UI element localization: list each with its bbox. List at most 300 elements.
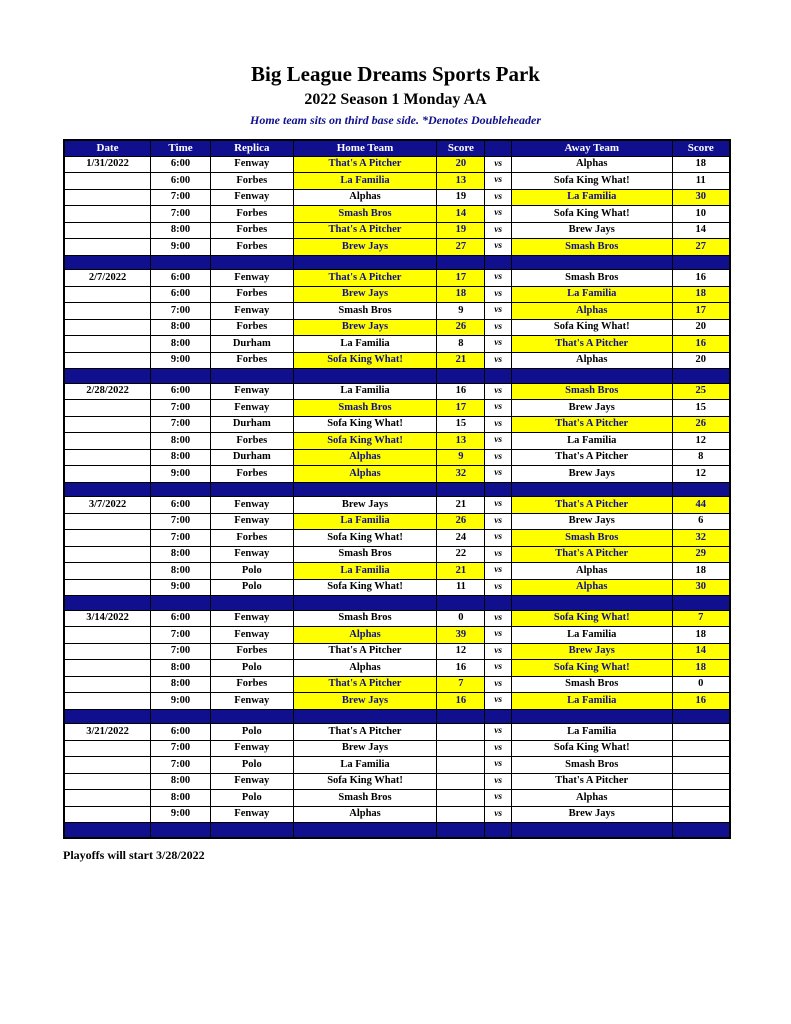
separator-cell <box>293 482 437 497</box>
schedule-body <box>64 156 730 838</box>
away-team-cell: La Familia <box>512 189 673 206</box>
time-cell: 8:00 <box>151 773 211 790</box>
time-cell: 7:00 <box>151 400 211 417</box>
home-score-cell: 21 <box>437 497 485 514</box>
time-cell: 7:00 <box>151 206 211 223</box>
time-cell: 9:00 <box>151 466 211 483</box>
away-score-cell: 44 <box>672 497 730 514</box>
replica-cell: Forbes <box>211 466 294 483</box>
column-header-away-team: Away Team <box>512 140 673 157</box>
home-score-cell: 26 <box>437 513 485 530</box>
date-cell <box>64 757 151 774</box>
vs-cell: vs <box>485 303 512 320</box>
date-cell <box>64 643 151 660</box>
time-cell: 8:00 <box>151 546 211 563</box>
away-team-cell: Alphas <box>512 790 673 807</box>
date-cell: 3/7/2022 <box>64 497 151 514</box>
home-score-cell: 22 <box>437 546 485 563</box>
replica-cell: Polo <box>211 757 294 774</box>
date-cell <box>64 563 151 580</box>
date-cell <box>64 790 151 807</box>
vs-cell: vs <box>485 676 512 693</box>
replica-cell: Fenway <box>211 610 294 627</box>
separator-cell <box>672 596 730 611</box>
home-team-cell: La Familia <box>293 563 437 580</box>
home-team-cell: Brew Jays <box>293 239 437 256</box>
home-team-cell: Brew Jays <box>293 319 437 336</box>
replica-cell: Fenway <box>211 400 294 417</box>
away-team-cell: Alphas <box>512 303 673 320</box>
home-score-cell: 24 <box>437 530 485 547</box>
vs-cell: vs <box>485 173 512 190</box>
home-score-cell: 15 <box>437 416 485 433</box>
away-score-cell: 0 <box>672 676 730 693</box>
home-team-cell: Brew Jays <box>293 286 437 303</box>
home-team-cell: Brew Jays <box>293 740 437 757</box>
vs-cell: vs <box>485 546 512 563</box>
separator-cell <box>437 596 485 611</box>
separator-cell <box>437 709 485 724</box>
replica-cell: Fenway <box>211 627 294 644</box>
home-team-cell: Sofa King What! <box>293 416 437 433</box>
date-cell <box>64 222 151 239</box>
date-cell <box>64 466 151 483</box>
date-cell: 1/31/2022 <box>64 156 151 173</box>
game-row <box>64 286 730 303</box>
time-cell: 6:00 <box>151 383 211 400</box>
separator-cell <box>211 823 294 838</box>
time-cell: 7:00 <box>151 416 211 433</box>
away-score-cell: 27 <box>672 239 730 256</box>
game-row <box>64 497 730 514</box>
time-cell: 7:00 <box>151 303 211 320</box>
time-cell: 9:00 <box>151 579 211 596</box>
away-team-cell: Sofa King What! <box>512 660 673 677</box>
time-cell: 8:00 <box>151 222 211 239</box>
date-cell <box>64 579 151 596</box>
time-cell: 8:00 <box>151 790 211 807</box>
away-team-cell: Alphas <box>512 156 673 173</box>
replica-cell: Fenway <box>211 806 294 823</box>
replica-cell: Forbes <box>211 433 294 450</box>
away-score-cell: 18 <box>672 563 730 580</box>
time-cell: 8:00 <box>151 660 211 677</box>
replica-cell: Fenway <box>211 513 294 530</box>
time-cell: 7:00 <box>151 757 211 774</box>
away-score-cell: 14 <box>672 643 730 660</box>
separator-cell <box>437 482 485 497</box>
game-row <box>64 790 730 807</box>
replica-cell: Forbes <box>211 352 294 369</box>
date-cell <box>64 627 151 644</box>
home-team-cell: La Familia <box>293 757 437 774</box>
replica-cell: Forbes <box>211 319 294 336</box>
time-cell: 7:00 <box>151 627 211 644</box>
home-score-cell <box>437 724 485 741</box>
date-cell <box>64 773 151 790</box>
separator-cell <box>64 255 151 270</box>
away-score-cell: 18 <box>672 286 730 303</box>
separator-cell <box>64 369 151 384</box>
separator-row <box>64 255 730 270</box>
away-team-cell: Sofa King What! <box>512 740 673 757</box>
home-team-cell: Sofa King What! <box>293 773 437 790</box>
away-score-cell <box>672 790 730 807</box>
separator-cell <box>211 482 294 497</box>
game-row <box>64 627 730 644</box>
separator-cell <box>293 596 437 611</box>
vs-cell: vs <box>485 643 512 660</box>
home-score-cell: 11 <box>437 579 485 596</box>
vs-cell: vs <box>485 497 512 514</box>
time-cell: 8:00 <box>151 563 211 580</box>
home-team-cell: That's A Pitcher <box>293 222 437 239</box>
time-cell: 8:00 <box>151 319 211 336</box>
date-cell <box>64 693 151 710</box>
home-team-cell: Smash Bros <box>293 303 437 320</box>
game-row <box>64 433 730 450</box>
away-team-cell: Smash Bros <box>512 530 673 547</box>
separator-cell <box>64 823 151 838</box>
game-row <box>64 156 730 173</box>
home-team-cell: Brew Jays <box>293 497 437 514</box>
separator-cell <box>512 823 673 838</box>
home-team-cell: La Familia <box>293 173 437 190</box>
separator-cell <box>512 369 673 384</box>
date-cell <box>64 303 151 320</box>
separator-cell <box>211 369 294 384</box>
vs-cell: vs <box>485 466 512 483</box>
vs-cell: vs <box>485 319 512 336</box>
replica-cell: Polo <box>211 790 294 807</box>
separator-cell <box>64 596 151 611</box>
time-cell: 9:00 <box>151 239 211 256</box>
date-cell <box>64 239 151 256</box>
game-row <box>64 416 730 433</box>
away-team-cell: Brew Jays <box>512 466 673 483</box>
away-team-cell: Smash Bros <box>512 383 673 400</box>
separator-cell <box>512 596 673 611</box>
home-score-cell <box>437 757 485 774</box>
game-row <box>64 724 730 741</box>
away-score-cell: 29 <box>672 546 730 563</box>
away-team-cell: That's A Pitcher <box>512 449 673 466</box>
home-team-cell: Smash Bros <box>293 546 437 563</box>
column-header-date: Date <box>64 140 151 157</box>
column-header-home-score: Score <box>437 140 485 157</box>
home-score-cell: 19 <box>437 189 485 206</box>
home-score-cell: 32 <box>437 466 485 483</box>
date-cell: 3/14/2022 <box>64 610 151 627</box>
away-score-cell: 25 <box>672 383 730 400</box>
page-title: Big League Dreams Sports Park <box>251 62 540 86</box>
replica-cell: Fenway <box>211 189 294 206</box>
column-header-home-team: Home Team <box>293 140 437 157</box>
home-team-cell: Sofa King What! <box>293 530 437 547</box>
home-score-cell: 13 <box>437 173 485 190</box>
away-score-cell <box>672 806 730 823</box>
away-team-cell: Alphas <box>512 352 673 369</box>
away-score-cell: 16 <box>672 693 730 710</box>
time-cell: 6:00 <box>151 173 211 190</box>
replica-cell: Forbes <box>211 676 294 693</box>
away-team-cell: Alphas <box>512 579 673 596</box>
vs-cell: vs <box>485 740 512 757</box>
date-cell <box>64 336 151 353</box>
away-team-cell: Smash Bros <box>512 757 673 774</box>
away-score-cell: 18 <box>672 156 730 173</box>
separator-cell <box>512 709 673 724</box>
vs-cell: vs <box>485 627 512 644</box>
game-row <box>64 740 730 757</box>
home-team-cell: Sofa King What! <box>293 433 437 450</box>
away-score-cell: 14 <box>672 222 730 239</box>
vs-cell: vs <box>485 189 512 206</box>
away-score-cell <box>672 724 730 741</box>
home-score-cell: 39 <box>437 627 485 644</box>
home-score-cell: 9 <box>437 303 485 320</box>
replica-cell: Durham <box>211 336 294 353</box>
game-row <box>64 449 730 466</box>
vs-cell: vs <box>485 724 512 741</box>
separator-row <box>64 709 730 724</box>
separator-cell <box>485 596 512 611</box>
date-cell <box>64 806 151 823</box>
date-cell <box>64 173 151 190</box>
time-cell: 6:00 <box>151 497 211 514</box>
away-team-cell: Brew Jays <box>512 806 673 823</box>
away-score-cell: 30 <box>672 579 730 596</box>
home-team-cell: Smash Bros <box>293 206 437 223</box>
time-cell: 7:00 <box>151 189 211 206</box>
game-row <box>64 610 730 627</box>
away-score-cell <box>672 757 730 774</box>
home-score-cell <box>437 790 485 807</box>
home-team-cell: Sofa King What! <box>293 579 437 596</box>
separator-cell <box>485 709 512 724</box>
separator-row <box>64 596 730 611</box>
time-cell: 7:00 <box>151 740 211 757</box>
home-score-cell: 13 <box>437 433 485 450</box>
vs-cell: vs <box>485 336 512 353</box>
replica-cell: Forbes <box>211 286 294 303</box>
time-cell: 9:00 <box>151 693 211 710</box>
separator-cell <box>211 255 294 270</box>
time-cell: 6:00 <box>151 724 211 741</box>
game-row <box>64 546 730 563</box>
away-score-cell: 18 <box>672 627 730 644</box>
date-cell <box>64 319 151 336</box>
game-row <box>64 530 730 547</box>
home-team-cell: La Familia <box>293 336 437 353</box>
separator-cell <box>151 709 211 724</box>
game-row <box>64 513 730 530</box>
home-team-note: Home team sits on third base side. *Denotes Doubleheader <box>250 113 541 128</box>
home-team-cell: La Familia <box>293 383 437 400</box>
home-score-cell <box>437 740 485 757</box>
separator-cell <box>485 823 512 838</box>
date-cell: 3/21/2022 <box>64 724 151 741</box>
vs-cell: vs <box>485 579 512 596</box>
schedule-table <box>63 139 731 839</box>
vs-cell: vs <box>485 610 512 627</box>
home-score-cell <box>437 773 485 790</box>
vs-cell: vs <box>485 206 512 223</box>
separator-cell <box>64 709 151 724</box>
separator-cell <box>293 823 437 838</box>
away-team-cell: Smash Bros <box>512 270 673 287</box>
vs-cell: vs <box>485 286 512 303</box>
replica-cell: Forbes <box>211 530 294 547</box>
home-score-cell: 17 <box>437 270 485 287</box>
separator-cell <box>437 255 485 270</box>
replica-cell: Fenway <box>211 740 294 757</box>
home-team-cell: Sofa King What! <box>293 352 437 369</box>
home-score-cell <box>437 806 485 823</box>
away-score-cell <box>672 740 730 757</box>
away-team-cell: La Familia <box>512 724 673 741</box>
home-score-cell: 12 <box>437 643 485 660</box>
home-team-cell: Brew Jays <box>293 693 437 710</box>
away-score-cell: 15 <box>672 400 730 417</box>
game-row <box>64 270 730 287</box>
away-score-cell: 20 <box>672 352 730 369</box>
vs-cell: vs <box>485 530 512 547</box>
replica-cell: Fenway <box>211 773 294 790</box>
away-score-cell <box>672 773 730 790</box>
vs-cell: vs <box>485 693 512 710</box>
vs-cell: vs <box>485 383 512 400</box>
separator-cell <box>293 255 437 270</box>
home-score-cell: 0 <box>437 610 485 627</box>
separator-cell <box>485 255 512 270</box>
home-team-cell: That's A Pitcher <box>293 270 437 287</box>
replica-cell: Polo <box>211 563 294 580</box>
vs-cell: vs <box>485 352 512 369</box>
away-score-cell: 17 <box>672 303 730 320</box>
away-team-cell: That's A Pitcher <box>512 546 673 563</box>
home-team-cell: Smash Bros <box>293 790 437 807</box>
time-cell: 6:00 <box>151 270 211 287</box>
game-row <box>64 383 730 400</box>
replica-cell: Fenway <box>211 546 294 563</box>
separator-row <box>64 482 730 497</box>
home-team-cell: Alphas <box>293 189 437 206</box>
away-team-cell: That's A Pitcher <box>512 416 673 433</box>
column-header-time: Time <box>151 140 211 157</box>
time-cell: 6:00 <box>151 286 211 303</box>
home-team-cell: Alphas <box>293 806 437 823</box>
vs-cell: vs <box>485 416 512 433</box>
date-cell <box>64 416 151 433</box>
away-score-cell: 8 <box>672 449 730 466</box>
separator-cell <box>485 482 512 497</box>
game-row <box>64 676 730 693</box>
away-team-cell: That's A Pitcher <box>512 336 673 353</box>
home-score-cell: 7 <box>437 676 485 693</box>
replica-cell: Fenway <box>211 693 294 710</box>
time-cell: 8:00 <box>151 433 211 450</box>
home-score-cell: 26 <box>437 319 485 336</box>
away-score-cell: 10 <box>672 206 730 223</box>
away-score-cell: 18 <box>672 660 730 677</box>
away-score-cell: 12 <box>672 433 730 450</box>
vs-cell: vs <box>485 563 512 580</box>
separator-cell <box>512 255 673 270</box>
date-cell: 2/28/2022 <box>64 383 151 400</box>
replica-cell: Forbes <box>211 643 294 660</box>
game-row <box>64 693 730 710</box>
game-row <box>64 173 730 190</box>
separator-cell <box>293 709 437 724</box>
home-team-cell: That's A Pitcher <box>293 156 437 173</box>
date-cell <box>64 449 151 466</box>
replica-cell: Durham <box>211 449 294 466</box>
date-cell <box>64 513 151 530</box>
vs-cell: vs <box>485 433 512 450</box>
separator-cell <box>151 482 211 497</box>
away-score-cell: 6 <box>672 513 730 530</box>
game-row <box>64 352 730 369</box>
separator-row <box>64 823 730 838</box>
game-row <box>64 239 730 256</box>
game-row <box>64 319 730 336</box>
vs-cell: vs <box>485 773 512 790</box>
game-row <box>64 206 730 223</box>
vs-cell: vs <box>485 449 512 466</box>
time-cell: 7:00 <box>151 513 211 530</box>
replica-cell: Forbes <box>211 173 294 190</box>
away-team-cell: Brew Jays <box>512 513 673 530</box>
home-score-cell: 27 <box>437 239 485 256</box>
separator-cell <box>672 482 730 497</box>
separator-cell <box>672 255 730 270</box>
vs-cell: vs <box>485 270 512 287</box>
game-row <box>64 806 730 823</box>
separator-cell <box>437 823 485 838</box>
home-team-cell: Alphas <box>293 660 437 677</box>
away-team-cell: Sofa King What! <box>512 610 673 627</box>
time-cell: 9:00 <box>151 352 211 369</box>
vs-cell: vs <box>485 790 512 807</box>
away-team-cell: Brew Jays <box>512 222 673 239</box>
home-team-cell: Smash Bros <box>293 610 437 627</box>
separator-cell <box>437 369 485 384</box>
away-team-cell: Sofa King What! <box>512 173 673 190</box>
column-header-away-score: Score <box>672 140 730 157</box>
time-cell: 6:00 <box>151 156 211 173</box>
away-team-cell: That's A Pitcher <box>512 773 673 790</box>
time-cell: 8:00 <box>151 449 211 466</box>
vs-cell: vs <box>485 757 512 774</box>
away-team-cell: La Familia <box>512 433 673 450</box>
date-cell <box>64 189 151 206</box>
separator-cell <box>151 823 211 838</box>
home-score-cell: 14 <box>437 206 485 223</box>
date-cell <box>64 530 151 547</box>
away-score-cell: 16 <box>672 270 730 287</box>
home-team-cell: Alphas <box>293 449 437 466</box>
home-team-cell: Alphas <box>293 466 437 483</box>
away-team-cell: Sofa King What! <box>512 206 673 223</box>
time-cell: 8:00 <box>151 676 211 693</box>
away-team-cell: Brew Jays <box>512 643 673 660</box>
away-team-cell: Sofa King What! <box>512 319 673 336</box>
away-score-cell: 11 <box>672 173 730 190</box>
date-cell <box>64 400 151 417</box>
away-team-cell: La Familia <box>512 627 673 644</box>
replica-cell: Forbes <box>211 239 294 256</box>
